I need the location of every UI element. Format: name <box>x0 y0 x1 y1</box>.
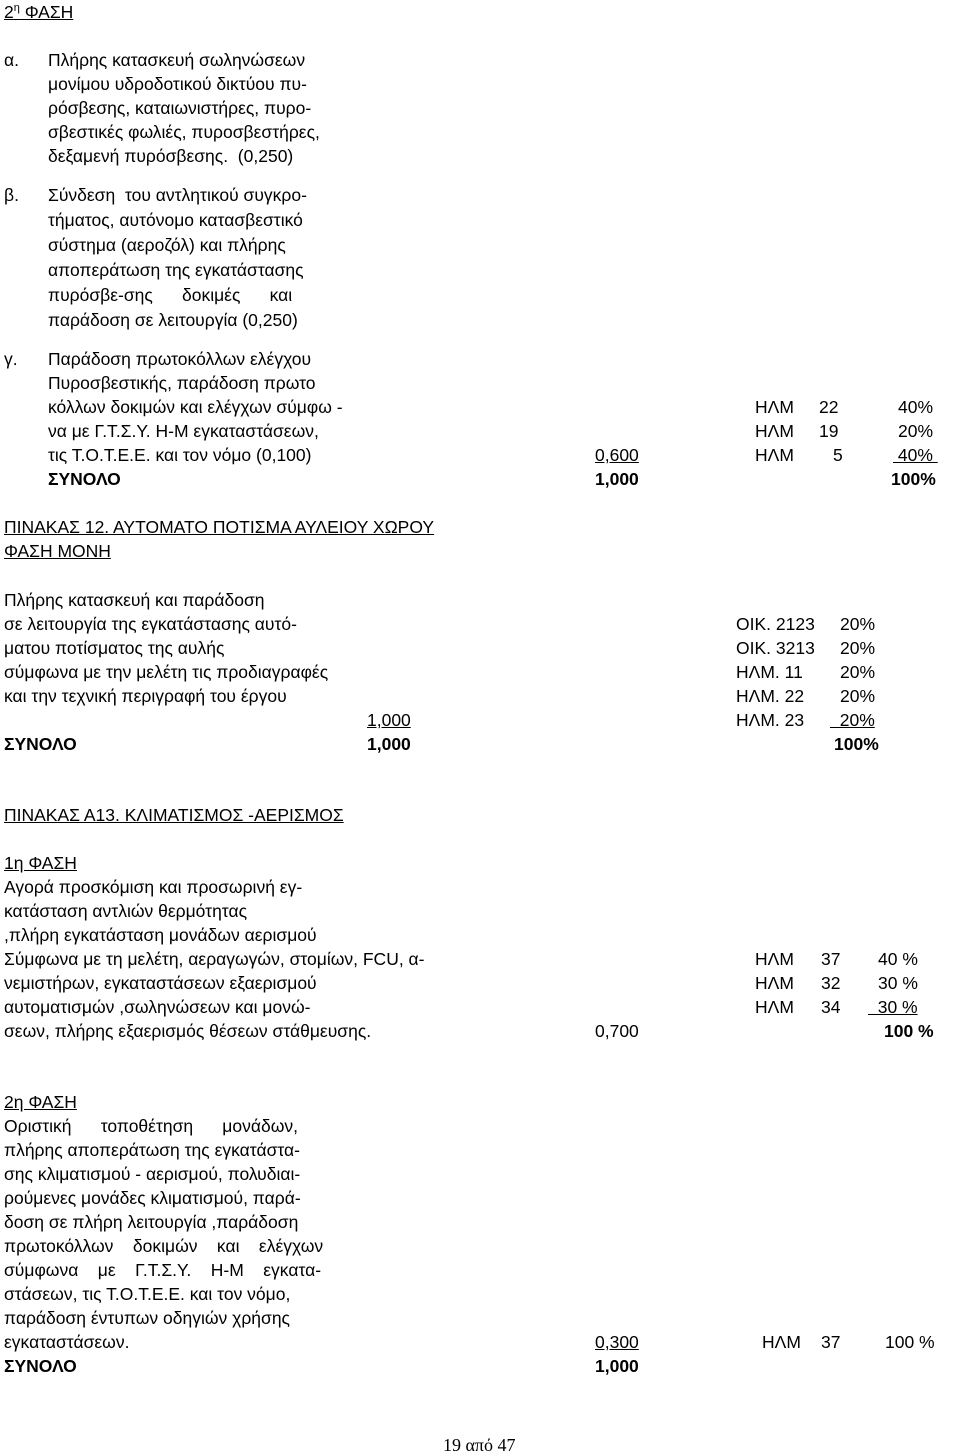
table-a13-line: Οριστική τοποθέτηση μονάδων, <box>4 1116 299 1136</box>
code-percent: 20% <box>830 710 875 730</box>
table-a13-line: Αγορά προσκόμιση και προσωρινή εγ- <box>4 877 303 897</box>
item-a-line: δεξαμενή πυρόσβεσης. (0,250) <box>48 146 294 166</box>
table-12-title: ΠΙΝΑΚΑΣ 12. ΑΥΤΟΜΑΤΟ ΠΟΤΙΣΜΑ ΑΥΛΕΙΟΥ ΧΩΡΟΥ <box>4 517 435 537</box>
code-number: 32 <box>821 973 841 993</box>
code-label: ΟΙΚ. 2123 <box>736 614 815 634</box>
code-label: ΗΛΜ <box>755 421 794 441</box>
code-label: ΗΛΜ <box>762 1332 801 1352</box>
table-12-line: σύμφωνα με την μελέτη τις προδιαγραφές <box>4 662 329 682</box>
table-a13-line: Σύμφωνα με τη μελέτη, αεραγωγών, στομίων, FCU, α- <box>4 949 425 969</box>
total-percent: 100% <box>891 469 936 489</box>
table-a13-line: παράδοση έντυπων οδηγιών χρήσης <box>4 1308 290 1328</box>
code-label: ΗΛΜ <box>755 397 794 417</box>
item-c-line: Παράδοση πρωτοκόλλων ελέγχου <box>48 349 312 369</box>
item-a-line: μονίμου υδροδοτικού δικτύου πυ- <box>48 74 307 94</box>
table-a13-line: στάσεων, τις Τ.Ο.Τ.Ε.Ε. και τον νόμο, <box>4 1284 291 1304</box>
item-c-line: τις Τ.Ο.Τ.Ε.Ε. και τον νόμο (0,100) <box>48 445 312 465</box>
table-a13-phase-1: 1η ΦΑΣΗ <box>4 853 77 873</box>
table-a13-line: κατάσταση αντλιών θερμότητας <box>4 901 248 921</box>
table-a13-line: σύμφωνα με Γ.Τ.Σ.Υ. Η-Μ εγκατα- <box>4 1260 322 1280</box>
table-a13-line: εγκαταστάσεων. <box>4 1332 130 1352</box>
code-number: 5 <box>833 445 843 465</box>
total-percent: 100% <box>834 734 879 754</box>
code-label: ΗΛΜ. 11 <box>736 662 803 682</box>
item-b-line: Σύνδεση του αντλητικού συγκρο- <box>48 185 307 205</box>
item-b-line: αποπεράτωση της εγκατάστασης <box>48 260 304 280</box>
code-percent: 30 % <box>868 997 918 1017</box>
code-percent: 20% <box>898 421 934 441</box>
code-label: ΗΛΜ <box>755 949 794 969</box>
table-a13-value-2: 0,300 <box>595 1332 639 1352</box>
code-label: ΗΛΜ <box>755 973 794 993</box>
item-c-label: γ. <box>4 349 18 369</box>
table-a13-line: πλήρης αποπεράτωση της εγκατάστα- <box>4 1140 300 1160</box>
code-number: 37 <box>821 1332 841 1352</box>
item-c-value: 0,600 <box>595 445 639 465</box>
code-percent: 40 % <box>878 949 918 969</box>
total-label: ΣΥΝΟΛΟ <box>4 734 77 754</box>
table-12-line: Πλήρης κατασκευή και παράδοση <box>4 590 265 610</box>
item-a-label: α. <box>4 50 19 70</box>
table-a13-line: σης κλιματισμού - αερισμού, πολυδιαι- <box>4 1164 301 1184</box>
table-12-value: 1,000 <box>367 710 411 730</box>
code-percent: 40% <box>898 397 934 417</box>
code-number: 19 <box>819 421 839 441</box>
phase-heading: $2^\eta$ ΦΑΣΗ <box>4 2 74 22</box>
code-percent: 20% <box>840 614 876 634</box>
total-label: ΣΥΝΟΛΟ <box>4 1356 77 1376</box>
code-number: 22 <box>819 397 839 417</box>
item-c-line: κόλλων δοκιμών και ελέγχων σύμφω - <box>48 397 343 417</box>
table-12-line: ματου ποτίσματος της αυλής <box>4 638 225 658</box>
item-b-line: πυρόσβε-σης δοκιμές και <box>48 285 293 305</box>
code-label: ΟΙΚ. 3213 <box>736 638 815 658</box>
table-a13-phase-2: 2η ΦΑΣΗ <box>4 1092 77 1112</box>
table-a13-line: νεμιστήρων, εγκαταστάσεων εξαερισμού <box>4 973 317 993</box>
table-12-line: σε λειτουργία της εγκατάστασης αυτό- <box>4 614 297 634</box>
code-number: 34 <box>821 997 841 1017</box>
table-a13-line: πρωτοκόλλων δοκιμών και ελέγχων <box>4 1236 324 1256</box>
table-12-line: και την τεχνική περιγραφή του έργου <box>4 686 287 706</box>
item-b-line: σύστημα (αεροζόλ) και πλήρης <box>48 235 286 255</box>
code-label: ΗΛΜ. 22 <box>736 686 805 706</box>
code-percent: 30 % <box>878 973 918 993</box>
item-b-label: β. <box>4 185 19 205</box>
total-value: 1,000 <box>595 469 639 489</box>
item-b-line: παράδοση σε λειτουργία (0,250) <box>48 310 298 330</box>
item-c-line: να με Γ.Τ.Σ.Υ. Η-Μ εγκαταστάσεων, <box>48 421 319 441</box>
item-c-line: Πυροσβεστικής, παράδοση πρωτο <box>48 373 316 393</box>
code-percent: 20% <box>840 638 876 658</box>
code-number: 37 <box>821 949 841 969</box>
total-percent: 100 % <box>884 1021 934 1041</box>
total-value: 1,000 <box>595 1356 639 1376</box>
item-a-line: Πλήρης κατασκευή σωληνώσεων <box>48 50 306 70</box>
table-a13-line: ,πλήρη εγκατάσταση μονάδων αερισμού <box>4 925 317 945</box>
code-percent: 100 % <box>885 1332 935 1352</box>
table-a13-title: ΠΙΝΑΚΑΣ Α13. ΚΛΙΜΑΤΙΣΜΟΣ -ΑΕΡΙΣΜΟΣ <box>4 805 344 825</box>
code-percent: 20% <box>840 662 876 682</box>
item-a-line: ρόσβεσης, καταιωνιστήρες, πυρο- <box>48 98 312 118</box>
table-12-phase: ΦΑΣΗ ΜΟΝΗ <box>4 541 111 561</box>
item-b-line: τήματος, αυτόνομο κατασβεστικό <box>48 210 303 230</box>
page-number: 19 από 47 <box>443 1435 516 1455</box>
table-a13-line: αυτοματισμών ,σωληνώσεων και μονώ- <box>4 997 311 1017</box>
total-value: 1,000 <box>367 734 411 754</box>
code-label: ΗΛΜ <box>755 997 794 1017</box>
total-label: ΣΥΝΟΛΟ <box>48 469 121 489</box>
table-a13-line: ρούμενες μονάδες κλιματισμού, παρά- <box>4 1188 301 1208</box>
code-percent: 40% <box>893 445 938 465</box>
code-percent: 20% <box>840 686 876 706</box>
table-a13-line: δοση σε πλήρη λειτουργία ,παράδοση <box>4 1212 299 1232</box>
code-label: ΗΛΜ <box>755 445 794 465</box>
table-a13-line: σεων, πλήρης εξαερισμός θέσεων στάθμευσης. <box>4 1021 372 1041</box>
item-a-line: σβεστικές φωλιές, πυροσβεστήρες, <box>48 122 320 142</box>
code-label: ΗΛΜ. 23 <box>736 710 805 730</box>
table-a13-value-1: 0,700 <box>595 1021 639 1041</box>
